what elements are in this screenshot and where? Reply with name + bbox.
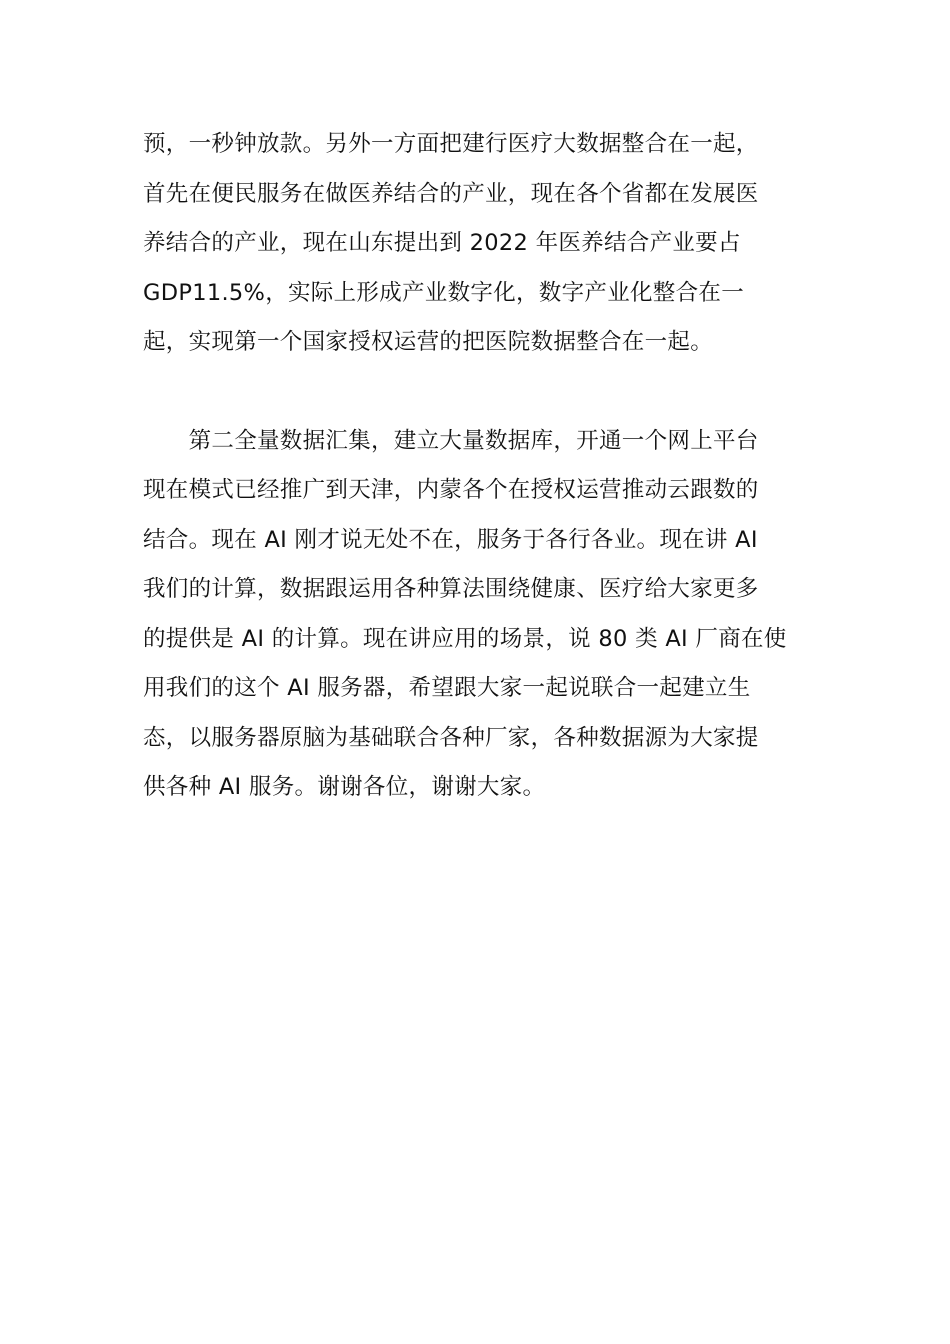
text-line: 起，实现第一个国家授权运营的把医院数据整合在一起。 <box>143 329 714 355</box>
paragraph-1 <box>143 120 813 368</box>
text-line: GDP11.5%，实际上形成产业数字化，数字产业化整合在一 <box>143 279 745 306</box>
paragraph-gap <box>143 368 813 417</box>
text-line: 预，一秒钟放款。另外一方面把建行医疗大数据整合在一起， <box>143 131 759 157</box>
text-line: 的提供是 AI 的计算。现在讲应用的场景，说 80 类 AI 厂商在使 <box>143 625 787 652</box>
text-line: 养结合的产业，现在山东提出到 2022 年医养结合产业要占 <box>143 230 741 256</box>
document-body <box>143 120 813 813</box>
text-line: 现在模式已经推广到天津，内蒙各个在授权运营推动云跟数的 <box>143 477 759 503</box>
paragraph-2 <box>143 417 813 813</box>
text-line: 供各种 AI 服务。谢谢各位，谢谢大家。 <box>143 774 546 800</box>
text-line: 态，以服务器原脑为基础联合各种厂家，各种数据源为大家提 <box>143 724 759 751</box>
text-line: 用我们的这个 AI 服务器，希望跟大家一起说联合一起建立生 <box>143 675 751 701</box>
text-line: 首先在便民服务在做医养结合的产业，现在各个省都在发展医 <box>143 180 759 207</box>
text-line: 我们的计算，数据跟运用各种算法围绕健康、医疗给大家更多 <box>143 576 759 602</box>
text-line: 第二全量数据汇集，建立大量数据库，开通一个网上平台 <box>143 427 759 454</box>
text-line: 结合。现在 AI 刚才说无处不在，服务于各行各业。现在讲 AI <box>143 526 758 553</box>
